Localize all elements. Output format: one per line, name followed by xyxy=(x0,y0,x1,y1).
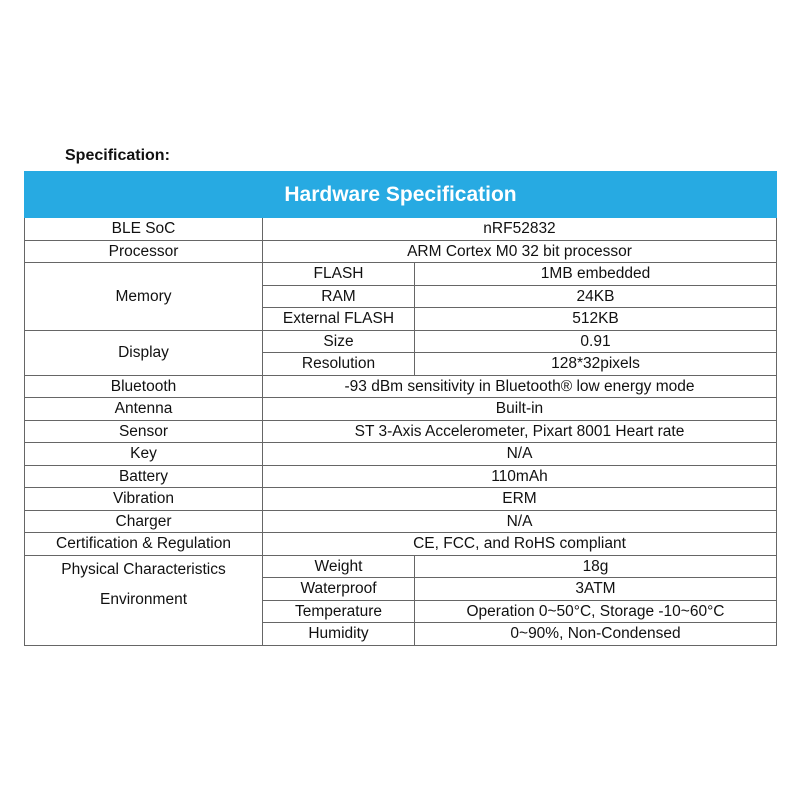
row-label-ble-soc: BLE SoC xyxy=(25,218,263,241)
split-spacer xyxy=(25,619,262,641)
sub-label-humidity: Humidity xyxy=(263,623,415,646)
row-label-battery: Battery xyxy=(25,465,263,488)
row-label-antenna: Antenna xyxy=(25,398,263,421)
page-heading: Specification: xyxy=(65,147,170,164)
table-row xyxy=(25,555,777,578)
row-label-key: Key xyxy=(25,443,263,466)
row-label-physical-environment xyxy=(25,555,263,645)
table-row xyxy=(25,263,777,286)
hardware-spec-table xyxy=(24,171,777,646)
row-label-memory: Memory xyxy=(25,263,263,331)
sub-value-ram: 24KB xyxy=(415,285,777,308)
table-row xyxy=(25,398,777,421)
row-value-sensor: ST 3-Axis Accelerometer, Pixart 8001 Heart rate xyxy=(263,420,777,443)
sub-label-size: Size xyxy=(263,330,415,353)
table-row xyxy=(25,510,777,533)
sub-label-temperature: Temperature xyxy=(263,600,415,623)
sub-value-humidity: 0~90%, Non-Condensed xyxy=(415,623,777,646)
row-value-charger: N/A xyxy=(263,510,777,533)
row-value-key: N/A xyxy=(263,443,777,466)
row-value-battery: 110mAh xyxy=(263,465,777,488)
table-row xyxy=(25,443,777,466)
row-value-bluetooth: -93 dBm sensitivity in Bluetooth® low energy mode xyxy=(263,375,777,398)
row-label-physical: Physical Characteristics xyxy=(61,561,226,579)
row-label-sensor: Sensor xyxy=(25,420,263,443)
row-value-antenna: Built-in xyxy=(263,398,777,421)
row-label-bluetooth: Bluetooth xyxy=(25,375,263,398)
table-row xyxy=(25,533,777,556)
table-row xyxy=(25,330,777,353)
sub-label-resolution: Resolution xyxy=(263,353,415,376)
sub-value-weight: 18g xyxy=(415,555,777,578)
sub-value-resolution: 128*32pixels xyxy=(415,353,777,376)
table-banner-title: Hardware Specification xyxy=(25,172,777,218)
row-label-charger: Charger xyxy=(25,510,263,533)
table-row xyxy=(25,465,777,488)
row-value-vibration: ERM xyxy=(263,488,777,511)
sub-label-external-flash: External FLASH xyxy=(263,308,415,331)
sub-label-flash: FLASH xyxy=(263,263,415,286)
sub-label-ram: RAM xyxy=(263,285,415,308)
row-label-processor: Processor xyxy=(25,240,263,263)
table-row xyxy=(25,240,777,263)
sub-value-waterproof: 3ATM xyxy=(415,578,777,601)
row-value-certification: CE, FCC, and RoHS compliant xyxy=(263,533,777,556)
sub-value-external-flash: 512KB xyxy=(415,308,777,331)
row-value-ble-soc: nRF52832 xyxy=(263,218,777,241)
table-row xyxy=(25,375,777,398)
row-value-processor: ARM Cortex M0 32 bit processor xyxy=(263,240,777,263)
sub-label-weight: Weight xyxy=(263,555,415,578)
row-label-vibration: Vibration xyxy=(25,488,263,511)
sub-label-waterproof: Waterproof xyxy=(263,578,415,601)
sub-value-temperature: Operation 0~50°C, Storage -10~60°C xyxy=(415,600,777,623)
table-row xyxy=(25,488,777,511)
table-row xyxy=(25,218,777,241)
banner-row xyxy=(25,172,777,218)
row-label-display: Display xyxy=(25,330,263,375)
row-label-certification: Certification & Regulation xyxy=(25,533,263,556)
table-row xyxy=(25,420,777,443)
row-label-environment: Environment xyxy=(99,590,187,608)
sub-value-flash: 1MB embedded xyxy=(415,263,777,286)
sub-value-size: 0.91 xyxy=(415,330,777,353)
